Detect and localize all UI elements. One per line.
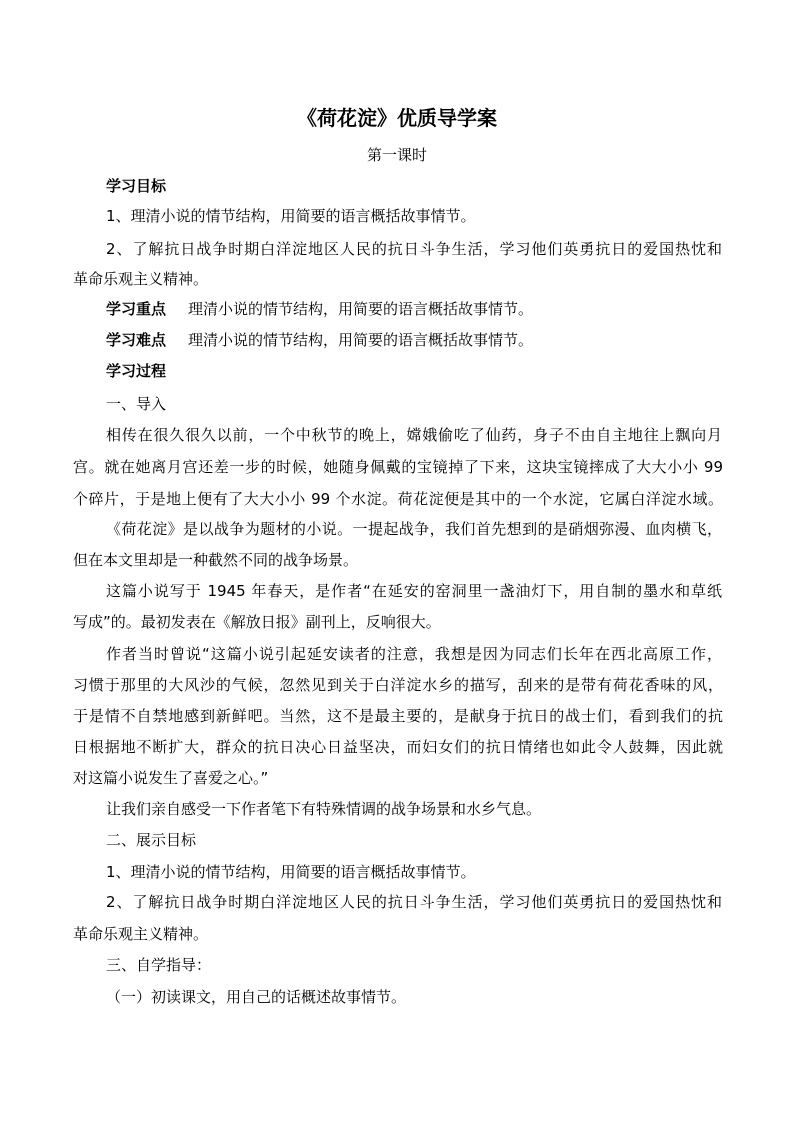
para-4-line-1: 作者当时曾说“这篇小说引起延安读者的注意，我想是因为同志们长年在西北高原工作，: [106, 645, 722, 663]
difficulty-label: 学习难点: [106, 331, 167, 349]
difficulty-text: 理清小说的情节结构，用简要的语言概括故事情节。: [188, 331, 534, 349]
page-subtitle: 第一课时: [366, 146, 427, 164]
objectives-heading: 学习目标: [106, 177, 167, 195]
para-4-line-3: 于是情不自禁地感到新鲜吧。当然，这不是最主要的，是献身于抗日的战士们，看到我们的抗: [73, 707, 723, 725]
focus-label: 学习重点: [106, 300, 167, 318]
target-2-line-1: 2、了解抗日战争时期白洋淀地区人民的抗日斗争生活，学习他们英勇抗日的爱国热忱和: [106, 893, 722, 911]
para-1-line-1: 相传在很久很久以前，一个中秋节的晚上，嫦娥偷吃了仙药，身子不由自主地往上飘向月: [106, 426, 722, 444]
para-4-line-2: 习惯于那里的大风沙的气候，忽然见到关于白洋淀水乡的描写，刮来的是带有荷花香味的风，: [73, 676, 723, 694]
objective-2-line-2: 革命乐观主义精神。: [73, 270, 209, 288]
para-2-line-1: 《荷花淀》是以战争为题材的小说。一提起战争，我们首先想到的是硝烟弥漫、血肉横飞，: [106, 520, 722, 538]
target-1: 1、理清小说的情节结构，用简要的语言概括故事情节。: [106, 863, 476, 881]
para-2-line-2: 但在本文里却是一种截然不同的战争场景。: [73, 551, 359, 569]
objective-1: 1、理清小说的情节结构，用简要的语言概括故事情节。: [106, 207, 476, 225]
objective-2-line-1: 2、了解抗日战争时期白洋淀地区人民的抗日斗争生活，学习他们英勇抗日的爱国热忱和: [106, 240, 722, 258]
para-3-line-2: 写成”的。最初发表在《解放日报》副刊上，反响很大。: [73, 613, 441, 631]
section-2-heading: 二、展示目标: [106, 831, 197, 849]
page-title: 《荷花淀》优质导学案: [297, 106, 497, 130]
section-1-heading: 一、导入: [106, 395, 167, 413]
para-4-line-4: 日根据地不断扩大，群众的抗日决心日益坚决，而妇女们的抗日情绪也如此令人鼓舞，因此就: [73, 738, 723, 756]
para-3-line-1: 这篇小说写于 1945 年春天，是作者“在延安的窑洞里一盏油灯下，用自制的墨水和草纸: [106, 582, 722, 600]
target-2-line-2: 革命乐观主义精神。: [73, 925, 209, 943]
section-3-heading: 三、自学指导：: [106, 956, 212, 974]
focus-row: [106, 299, 756, 319]
process-heading: 学习过程: [106, 362, 167, 380]
sub-item-1: （一）初读课文，用自己的话概述故事情节。: [106, 988, 407, 1006]
para-5-line-1: 让我们亲自感受一下作者笔下有特殊情调的战争场景和水乡气息。: [106, 800, 542, 818]
difficulty-row: [106, 330, 756, 350]
focus-text: 理清小说的情节结构，用简要的语言概括故事情节。: [188, 300, 534, 318]
para-4-line-5: 对这篇小说发生了喜爱之心。”: [73, 769, 269, 787]
para-1-line-2: 宫。就在她离月宫还差一步的时候，她随身佩戴的宝镜掉了下来，这块宝镜摔成了大大小小 99: [73, 458, 723, 476]
para-1-line-3: 个碎片，于是地上便有了大大小小 99 个水淀。荷花淀便是其中的一个水淀，它属白洋淀水域。: [73, 490, 723, 508]
